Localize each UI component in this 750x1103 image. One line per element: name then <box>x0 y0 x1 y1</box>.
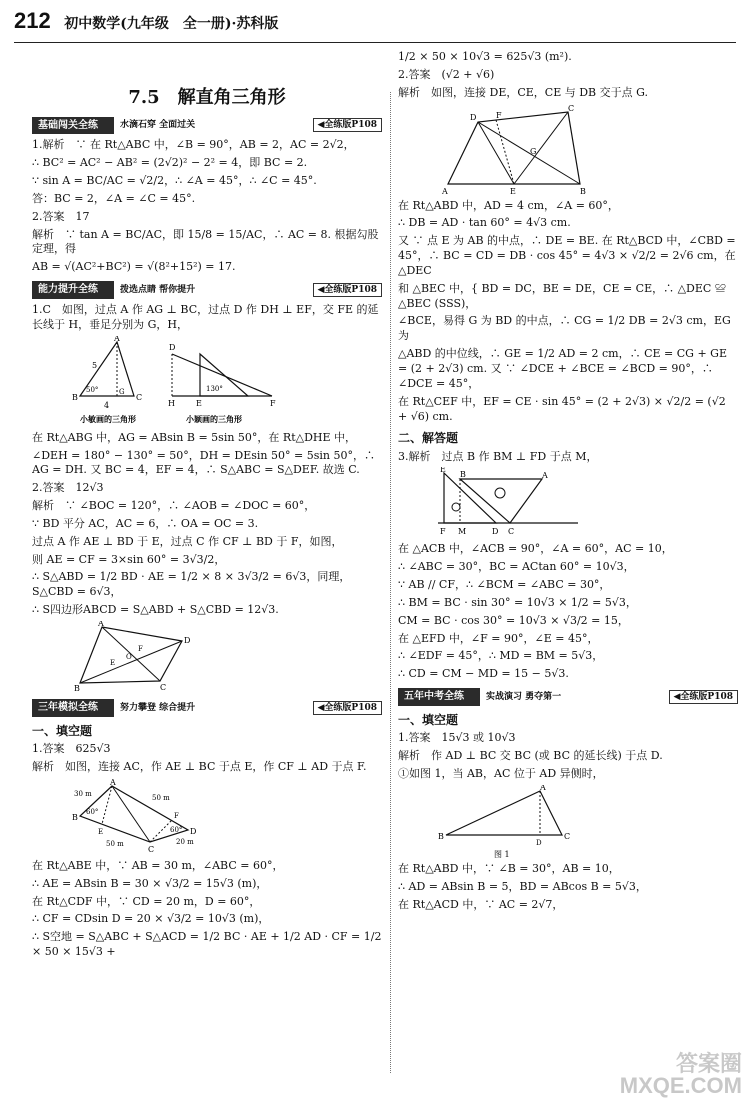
angle-60-b: 60° <box>86 807 99 816</box>
section-banner-ability <box>32 281 382 299</box>
book-title: 初中数学(九年级 全一册)·苏科版 <box>64 16 279 32</box>
text-line: ∴ ∠EDF = 45°，∴ MD = BM = 5√3， <box>398 649 604 663</box>
text-line: ∴ AD = ABsin B = 5，BD = ABcos B = 5√3， <box>398 879 647 893</box>
label-b: B <box>580 186 586 196</box>
text-line: 在 Rt△ABG 中，AG = ABsin B = 5sin 50°，在 Rt△DHE 中， <box>32 430 357 444</box>
text-line: 在 Rt△ABE 中，∵ AB = 30 m，∠ABC = 60°， <box>32 858 284 872</box>
section-banner-basic <box>32 116 382 134</box>
column-divider <box>390 92 391 1073</box>
text-line: △ABD 的中位线，∴ GE = 1/2 AD = 2 cm，∴ CE = CG + GE = (2 + 2√3) cm. 又 ∵ ∠DCE + ∠BCE = ∠BCD = 90°，∴ ∠DCE = 45°， <box>398 347 727 390</box>
text-line: 解析 ∵ ∠BOC = 120°，∴ ∠AOB = ∠DOC = 60°， <box>32 499 316 513</box>
chapter-title: 7.5 解直角三角形 <box>128 87 286 108</box>
section-heading: 一、填空题 <box>32 724 93 739</box>
label-e: E <box>110 659 116 668</box>
banner-ref: ◀全练版P108 <box>313 283 382 297</box>
label-b: B <box>460 470 466 480</box>
banner-ref: ◀全练版P108 <box>313 701 382 715</box>
label-c: C <box>136 392 143 402</box>
text-line: ∴ BC² = AC² − AB² = (2√2)² − 2² = 4，即 BC = 2. <box>32 156 308 170</box>
triangles-figure <box>72 336 322 428</box>
text-line: 1.C 如图，过点 A 作 AG ⊥ BC，过点 D 作 DH ⊥ EF，交 FE 的延长线于 H，垂足分别为 G，H， <box>32 303 379 331</box>
text-line: 又 ∵ 点 E 为 AB 的中点，∴ DE = BE. 在 Rt△BCD 中，∠CBD = 45°，∴ BC = CD = DB · cos 45° = 4√3 × √2/2 = 2√6 cm，在 △DEC <box>398 234 736 277</box>
angle-130: 130° <box>206 384 223 393</box>
label-e: E <box>510 186 516 196</box>
text-line: ∴ ∠ABC = 30°，BC = ACtan 60° = 10√3， <box>398 560 635 574</box>
label-c: C <box>148 844 155 854</box>
label-c: C <box>568 103 575 113</box>
banner-slogan: 努力攀登 综合提升 <box>120 702 196 713</box>
label-e: E <box>196 398 202 408</box>
text-line: 2.答案 12√3 <box>32 481 104 495</box>
label-a: A <box>540 784 546 792</box>
label-g: G <box>119 387 125 396</box>
label-g: G <box>530 146 537 156</box>
caption-xiaomin: 小敏画的三角形 <box>80 413 136 424</box>
page-number: 212 <box>14 8 51 33</box>
label-f: F <box>440 527 446 537</box>
label-c: C <box>508 527 515 537</box>
watermark-line2: MXQE.COM <box>619 1073 742 1098</box>
text-line: ∴ DB = AD · tan 60° = 4√3 cm. <box>398 216 571 230</box>
text-line: 答：BC = 2，∠A = ∠C = 45°. <box>32 191 196 205</box>
label-a: A <box>114 335 120 343</box>
length-50-ad: 50 m <box>152 793 170 802</box>
label-f: F <box>174 811 179 820</box>
text-line: 解析 如图，连接 AC，作 AE ⊥ BC 于点 E，作 CF ⊥ AD 于点 F. <box>32 760 367 774</box>
angle-60-d: 60° <box>170 825 183 834</box>
page-header <box>14 6 736 43</box>
quadrilateral-abcd-figure <box>438 104 598 196</box>
quadrilateral-figure <box>72 621 192 693</box>
text-line: 解析 ∵ tan A = BC/AC，即 15/8 = 15/AC，∴ AC = 8. 根据勾股定理，得 <box>32 227 379 256</box>
text-line: ∵ AB // CF，∴ ∠BCM = ∠ABC = 30°， <box>398 578 611 592</box>
label-f: F <box>496 110 502 120</box>
label-d: D <box>184 636 191 646</box>
banner-slogan: 水滴石穿 全面过关 <box>120 120 196 131</box>
text-line: ∴ AE = ABsin B = 30 × √3/2 = 15√3 (m)， <box>32 876 268 890</box>
label-a: A <box>98 621 104 629</box>
text-line: 则 AE = CF = 3×sin 60° = 3√3/2， <box>32 552 226 566</box>
label-c: C <box>564 831 571 841</box>
text-line: 在 △EFD 中，∠F = 90°，∠E = 45°， <box>398 631 599 645</box>
length-30: 30 m <box>74 789 92 798</box>
label-d: D <box>470 112 477 122</box>
banner-slogan: 拨选点睛 帮你提升 <box>120 284 196 295</box>
text-line: 在 Rt△ABD 中，∵ ∠B = 30°，AB = 10， <box>398 861 620 875</box>
text-line: ∴ CF = CDsin D = 20 × √3/2 = 10√3 (m)， <box>32 912 270 926</box>
text-line: 在 Rt△CDF 中，∵ CD = 20 m，D = 60°， <box>32 894 261 908</box>
watermark-line1: 答案圈 <box>675 1051 742 1076</box>
text-line: ∴ S四边形ABCD = S△ABD + S△CBD = 12√3. <box>32 603 279 617</box>
label-b: B <box>72 812 78 822</box>
basic-answers <box>32 138 382 275</box>
right-column <box>398 50 738 1093</box>
text-line: ∴ S△ABD = 1/2 BD · AE = 1/2 × 8 × 3√3/2 = 6√3，同理，S△CBD = 6√3， <box>32 570 351 599</box>
length-50-bc: 50 m <box>106 839 124 848</box>
banner-ref: ◀全练版P108 <box>313 118 382 132</box>
label-d: D <box>190 826 197 836</box>
label-d: D <box>536 838 542 847</box>
label-c: C <box>160 683 167 693</box>
text-line: ∵ sin A = BC/AC = √2/2，∴ ∠A = 45°，∴ ∠C = 45°. <box>32 173 317 187</box>
label-a: A <box>110 777 116 787</box>
set-squares-figure <box>438 467 588 539</box>
text-line: ∴ S空地 = S△ABC + S△ACD = 1/2 BC · AE + 1/2 AD · CF = 1/2 × 50 × 15√3 + <box>32 930 382 959</box>
text-line: 2.答案 17 <box>32 209 90 223</box>
text-line: 1/2 × 50 × 10√3 = 625√3 (m²). <box>398 50 572 63</box>
text-line: 3.解析 过点 B 作 BM ⊥ FD 于点 M， <box>398 449 598 463</box>
side-5: 5 <box>92 360 98 370</box>
label-e: E <box>98 827 104 836</box>
text-line: CM = BC · cos 30° = 10√3 × √3/2 = 15， <box>398 613 629 627</box>
label-m: M <box>458 527 467 537</box>
text-line: ①如图 1，当 AB，AC 位于 AD 异侧时， <box>398 767 604 780</box>
label-h: H <box>168 398 175 408</box>
text-line: 解析 作 AD ⊥ BC 交 BC (或 BC 的延长线) 于点 D. <box>398 749 663 763</box>
label-e: E <box>440 467 446 475</box>
section-banner-exam <box>398 688 738 706</box>
banner-name: 能力提升全练 <box>32 281 114 299</box>
label-a: A <box>442 186 448 196</box>
watermark <box>620 1053 742 1097</box>
text-line: 过点 A 作 AE ⊥ BD 于 E，过点 C 作 CF ⊥ BD 于 F，如图， <box>32 534 343 548</box>
section-banner-mock <box>32 699 382 717</box>
label-d: D <box>169 342 176 352</box>
text-line: 2.答案 (√2 + √6) <box>398 67 495 81</box>
text-line: ∴ CD = CM − MD = 15 − 5√3. <box>398 667 569 681</box>
section-heading: 一、填空题 <box>398 713 459 728</box>
label-a: A <box>542 471 548 481</box>
text-line: 在 Rt△CEF 中，EF = CE · sin 45° = (2 + 2√3) × √2/2 = (√2 + √6) cm. <box>398 394 726 423</box>
side-4: 4 <box>104 400 110 410</box>
figure-caption: 图 1 <box>494 849 510 859</box>
label-b: B <box>72 392 78 402</box>
angle-50: 50° <box>86 385 99 394</box>
text-line: 1.解析 ∵ 在 Rt△ABC 中，∠B = 90°，AB = 2，AC = 2√2， <box>32 138 355 152</box>
banner-name: 五年中考全练 <box>398 688 480 706</box>
text-line: ∠DEH = 180° − 130° = 50°，DH = DEsin 50° = 5sin 50°，∴ AG = DH. 又 BC = 4，EF = 4，∴ S△ABC = S△DEF. 故选 C. <box>32 448 375 477</box>
label-o: O <box>126 653 132 662</box>
text-line: 在 Rt△ABD 中，AD = 4 cm，∠A = 60°， <box>398 198 619 212</box>
text-line: 1.答案 625√3 <box>32 742 111 756</box>
text-line: ∵ BD 平分 AC，AC = 6，∴ OA = OC = 3. <box>32 516 259 530</box>
text-line: 和 △BEC 中，{ BD = DC，BE = DE，CE = CE，∴ △DEC ≌ △BEC (SSS)， <box>398 281 726 310</box>
label-b: B <box>74 684 80 694</box>
text-line: AB = √(AC²+BC²) = √(8²+15²) = 17. <box>32 260 236 274</box>
text-line: ∴ BM = BC · sin 30° = 10√3 × 1/2 = 5√3， <box>398 595 637 609</box>
banner-slogan: 实战演习 勇夺第一 <box>486 692 562 703</box>
label-f: F <box>270 398 276 408</box>
left-column <box>32 50 382 1093</box>
label-f: F <box>138 645 143 654</box>
length-20: 20 m <box>176 837 194 846</box>
land-plot-figure <box>72 778 212 856</box>
text-line: 1.答案 15√3 或 10√3 <box>398 731 516 745</box>
label-b: B <box>438 831 444 841</box>
text-line: ∠BCE，易得 G 为 BD 的中点，∴ CG = 1/2 DB = 2√3 cm，EG 为 <box>398 314 731 343</box>
section-heading: 二、解答题 <box>398 431 459 446</box>
text-line: 在 △ACB 中，∠ACB = 90°，∠A = 60°，AC = 10， <box>398 542 673 556</box>
banner-name: 三年模拟全练 <box>32 699 114 717</box>
caption-xiaoying: 小颖画的三角形 <box>186 413 242 424</box>
banner-ref: ◀全练版P108 <box>669 690 738 704</box>
banner-name: 基础闯关全练 <box>32 117 114 135</box>
text-line: 解析 如图，连接 DE，CE，CE 与 DB 交于点 G. <box>398 85 649 99</box>
label-d: D <box>492 527 499 537</box>
text-line: 在 Rt△ACD 中，∵ AC = 2√7， <box>398 897 564 911</box>
triangle-figure-1 <box>438 785 588 859</box>
